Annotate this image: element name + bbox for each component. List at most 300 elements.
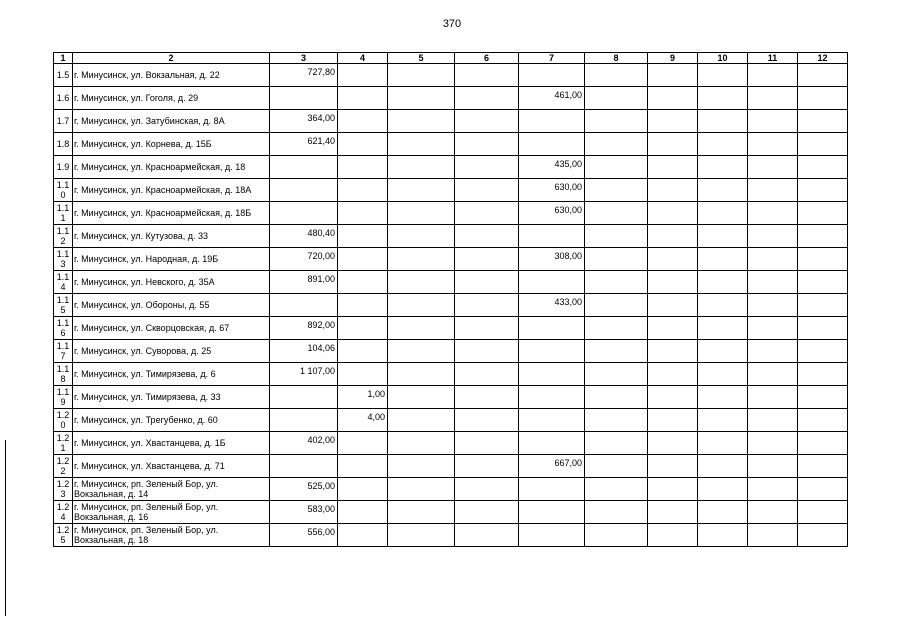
value-col8 [585, 271, 648, 294]
value-col10 [698, 110, 748, 133]
value-col10 [698, 317, 748, 340]
value-col11 [748, 133, 798, 156]
address-cell: г. Минусинск, ул. Тимирязева, д. 33 [73, 386, 270, 409]
value-col12 [798, 386, 848, 409]
value-col7 [519, 386, 585, 409]
row-number: 1.1 7 [54, 340, 73, 363]
value-col3-text: 104,06 [307, 343, 335, 353]
value-col12 [798, 110, 848, 133]
value-col3-text: 720,00 [307, 251, 335, 261]
value-col9 [648, 248, 698, 271]
value-col3-text: 364,00 [307, 113, 335, 123]
value-col6 [455, 87, 519, 110]
value-col4 [338, 225, 388, 248]
row-number: 1.7 [54, 110, 73, 133]
value-col5 [388, 225, 455, 248]
value-col10 [698, 455, 748, 478]
value-col7 [519, 87, 585, 110]
value-col3 [270, 409, 338, 432]
data-table [53, 52, 848, 547]
value-col9 [648, 179, 698, 202]
column-header: 10 [698, 53, 748, 64]
value-col5 [388, 64, 455, 87]
row-number: 1.1 8 [54, 363, 73, 386]
value-col3-text: 525,00 [307, 481, 335, 491]
value-col7 [519, 294, 585, 317]
table-row [54, 340, 848, 363]
address-cell: г. Минусинск, рп. Зеленый Бор, ул. Вокзальная, д. 18 [73, 524, 270, 547]
row-number: 1.8 [54, 133, 73, 156]
value-col12 [798, 271, 848, 294]
value-col4 [338, 432, 388, 455]
value-col8 [585, 133, 648, 156]
address-cell: г. Минусинск, ул. Хвастанцева, д. 71 [73, 455, 270, 478]
value-col3-text: 621,40 [307, 136, 335, 146]
value-col8 [585, 179, 648, 202]
value-col5 [388, 156, 455, 179]
row-number: 1.1 4 [54, 271, 73, 294]
value-col12 [798, 340, 848, 363]
value-col7 [519, 432, 585, 455]
value-col6 [455, 501, 519, 524]
value-col4 [338, 64, 388, 87]
value-col4 [338, 409, 388, 432]
page-number: 370 [442, 18, 462, 30]
value-col7 [519, 133, 585, 156]
value-col7 [519, 248, 585, 271]
value-col9 [648, 432, 698, 455]
table-row [54, 409, 848, 432]
table-row [54, 202, 848, 225]
value-col8 [585, 156, 648, 179]
value-col3 [270, 271, 338, 294]
value-col12 [798, 432, 848, 455]
column-header: 11 [748, 53, 798, 64]
value-col7-text: 461,00 [554, 90, 582, 100]
row-number: 1.1 3 [54, 248, 73, 271]
value-col11 [748, 501, 798, 524]
value-col3 [270, 478, 338, 501]
value-col5 [388, 478, 455, 501]
value-col8 [585, 455, 648, 478]
address-cell: г. Минусинск, ул. Красноармейская, д. 18А [73, 179, 270, 202]
value-col11 [748, 248, 798, 271]
value-col3 [270, 317, 338, 340]
value-col10 [698, 478, 748, 501]
value-col5 [388, 248, 455, 271]
value-col10 [698, 386, 748, 409]
value-col9 [648, 386, 698, 409]
value-col10 [698, 87, 748, 110]
value-col6 [455, 340, 519, 363]
table-row [54, 317, 848, 340]
column-header: 9 [648, 53, 698, 64]
value-col8 [585, 202, 648, 225]
value-col9 [648, 478, 698, 501]
value-col12 [798, 524, 848, 547]
value-col7 [519, 340, 585, 363]
row-number: 1.1 9 [54, 386, 73, 409]
value-col10 [698, 501, 748, 524]
column-header: 1 [54, 53, 73, 64]
value-col7 [519, 179, 585, 202]
value-col11 [748, 363, 798, 386]
value-col9 [648, 225, 698, 248]
value-col12 [798, 455, 848, 478]
value-col8 [585, 501, 648, 524]
value-col11 [748, 409, 798, 432]
column-header: 5 [388, 53, 455, 64]
value-col10 [698, 225, 748, 248]
value-col3 [270, 202, 338, 225]
value-col4 [338, 87, 388, 110]
value-col11 [748, 87, 798, 110]
row-number: 1.2 0 [54, 409, 73, 432]
value-col8 [585, 409, 648, 432]
column-header: 6 [455, 53, 519, 64]
row-number: 1.1 6 [54, 317, 73, 340]
value-col9 [648, 64, 698, 87]
value-col7-text: 433,00 [554, 297, 582, 307]
table-row [54, 271, 848, 294]
address-cell: г. Минусинск, ул. Красноармейская, д. 18 [73, 156, 270, 179]
table-row [54, 455, 848, 478]
value-col3 [270, 340, 338, 363]
value-col3 [270, 432, 338, 455]
value-col3 [270, 225, 338, 248]
value-col5 [388, 340, 455, 363]
value-col10 [698, 248, 748, 271]
value-col9 [648, 363, 698, 386]
table-row [54, 110, 848, 133]
address-cell: г. Минусинск, ул. Кутузова, д. 33 [73, 225, 270, 248]
value-col9 [648, 271, 698, 294]
table-row [54, 501, 848, 524]
address-cell: г. Минусинск, ул. Гоголя, д. 29 [73, 87, 270, 110]
value-col9 [648, 87, 698, 110]
value-col4 [338, 478, 388, 501]
value-col3-text: 402,00 [307, 435, 335, 445]
value-col6 [455, 110, 519, 133]
value-col12 [798, 294, 848, 317]
value-col3-text: 583,00 [307, 504, 335, 514]
value-col12 [798, 133, 848, 156]
value-col3-text: 892,00 [307, 320, 335, 330]
table-row [54, 87, 848, 110]
value-col11 [748, 179, 798, 202]
value-col7-text: 308,00 [554, 251, 582, 261]
value-col6 [455, 294, 519, 317]
value-col3 [270, 248, 338, 271]
table-row [54, 524, 848, 547]
table-body [54, 64, 848, 547]
value-col9 [648, 501, 698, 524]
value-col4 [338, 386, 388, 409]
value-col10 [698, 64, 748, 87]
value-col11 [748, 386, 798, 409]
value-col3 [270, 156, 338, 179]
value-col10 [698, 179, 748, 202]
value-col4 [338, 179, 388, 202]
column-header: 12 [798, 53, 848, 64]
value-col5 [388, 87, 455, 110]
value-col7 [519, 225, 585, 248]
value-col3-text: 1 107,00 [299, 366, 335, 376]
value-col6 [455, 455, 519, 478]
value-col10 [698, 363, 748, 386]
row-number: 1.1 5 [54, 294, 73, 317]
value-col5 [388, 294, 455, 317]
value-col7 [519, 478, 585, 501]
value-col11 [748, 340, 798, 363]
value-col10 [698, 202, 748, 225]
value-col9 [648, 156, 698, 179]
value-col3 [270, 524, 338, 547]
value-col7 [519, 317, 585, 340]
value-col3 [270, 501, 338, 524]
address-cell: г. Минусинск, ул. Тимирязева, д. 6 [73, 363, 270, 386]
address-cell: г. Минусинск, ул. Обороны, д. 55 [73, 294, 270, 317]
table-row [54, 248, 848, 271]
row-number: 1.1 2 [54, 225, 73, 248]
value-col3 [270, 64, 338, 87]
value-col6 [455, 432, 519, 455]
address-cell: г. Минусинск, ул. Народная, д. 19Б [73, 248, 270, 271]
value-col5 [388, 271, 455, 294]
value-col3 [270, 294, 338, 317]
value-col5 [388, 133, 455, 156]
row-number: 1.2 2 [54, 455, 73, 478]
value-col11 [748, 64, 798, 87]
value-col11 [748, 271, 798, 294]
value-col8 [585, 478, 648, 501]
address-cell: г. Минусинск, ул. Затубинская, д. 8А [73, 110, 270, 133]
value-col12 [798, 156, 848, 179]
value-col5 [388, 363, 455, 386]
table-row [54, 64, 848, 87]
value-col10 [698, 524, 748, 547]
value-col5 [388, 202, 455, 225]
value-col6 [455, 386, 519, 409]
value-col3-text: 556,00 [307, 527, 335, 537]
value-col7 [519, 501, 585, 524]
address-cell: г. Минусинск, ул. Корнева, д. 15Б [73, 133, 270, 156]
column-header: 8 [585, 53, 648, 64]
table-row [54, 179, 848, 202]
value-col11 [748, 225, 798, 248]
value-col5 [388, 524, 455, 547]
address-cell: г. Минусинск, ул. Хвастанцева, д. 1Б [73, 432, 270, 455]
column-header: 4 [338, 53, 388, 64]
value-col6 [455, 409, 519, 432]
value-col12 [798, 248, 848, 271]
value-col4 [338, 340, 388, 363]
value-col4-text: 4,00 [367, 412, 385, 422]
value-col8 [585, 110, 648, 133]
value-col3 [270, 110, 338, 133]
value-col9 [648, 455, 698, 478]
value-col6 [455, 202, 519, 225]
value-col12 [798, 478, 848, 501]
value-col5 [388, 317, 455, 340]
value-col12 [798, 317, 848, 340]
table-row [54, 478, 848, 501]
value-col12 [798, 179, 848, 202]
address-cell: г. Минусинск, рп. Зеленый Бор, ул. Вокзальная, д. 14 [73, 478, 270, 501]
value-col6 [455, 64, 519, 87]
address-cell: г. Минусинск, ул. Скворцовская, д. 67 [73, 317, 270, 340]
value-col11 [748, 455, 798, 478]
value-col7-text: 630,00 [554, 182, 582, 192]
value-col9 [648, 317, 698, 340]
value-col12 [798, 409, 848, 432]
value-col7 [519, 271, 585, 294]
value-col9 [648, 409, 698, 432]
value-col12 [798, 501, 848, 524]
value-col10 [698, 432, 748, 455]
header-row [54, 53, 848, 64]
value-col7-text: 667,00 [554, 458, 582, 468]
value-col7-text: 630,00 [554, 205, 582, 215]
row-number: 1.5 [54, 64, 73, 87]
address-cell: г. Минусинск, ул. Невского, д. 35А [73, 271, 270, 294]
value-col12 [798, 87, 848, 110]
value-col11 [748, 432, 798, 455]
value-col8 [585, 340, 648, 363]
margin-line [5, 440, 6, 616]
value-col11 [748, 294, 798, 317]
table-row [54, 156, 848, 179]
row-number: 1.2 5 [54, 524, 73, 547]
value-col3-text: 891,00 [307, 274, 335, 284]
value-col3 [270, 455, 338, 478]
table-row [54, 386, 848, 409]
value-col6 [455, 524, 519, 547]
value-col4 [338, 317, 388, 340]
value-col5 [388, 409, 455, 432]
table-row [54, 432, 848, 455]
value-col6 [455, 271, 519, 294]
value-col12 [798, 363, 848, 386]
value-col3 [270, 179, 338, 202]
value-col12 [798, 225, 848, 248]
column-header: 2 [73, 53, 270, 64]
value-col8 [585, 524, 648, 547]
value-col10 [698, 294, 748, 317]
value-col8 [585, 386, 648, 409]
value-col3 [270, 133, 338, 156]
value-col8 [585, 248, 648, 271]
value-col11 [748, 524, 798, 547]
value-col8 [585, 64, 648, 87]
value-col9 [648, 294, 698, 317]
value-col6 [455, 179, 519, 202]
value-col4 [338, 156, 388, 179]
table-row [54, 294, 848, 317]
value-col5 [388, 432, 455, 455]
row-number: 1.1 0 [54, 179, 73, 202]
value-col6 [455, 363, 519, 386]
value-col5 [388, 110, 455, 133]
value-col4 [338, 202, 388, 225]
value-col11 [748, 202, 798, 225]
value-col4 [338, 455, 388, 478]
value-col9 [648, 202, 698, 225]
value-col7 [519, 524, 585, 547]
value-col7 [519, 455, 585, 478]
value-col3 [270, 363, 338, 386]
value-col7 [519, 64, 585, 87]
table-row [54, 133, 848, 156]
value-col8 [585, 363, 648, 386]
value-col4 [338, 133, 388, 156]
value-col7 [519, 409, 585, 432]
value-col8 [585, 432, 648, 455]
value-col6 [455, 225, 519, 248]
address-cell: г. Минусинск, ул. Вокзальная, д. 22 [73, 64, 270, 87]
value-col5 [388, 455, 455, 478]
value-col12 [798, 64, 848, 87]
value-col7 [519, 363, 585, 386]
value-col10 [698, 271, 748, 294]
value-col8 [585, 87, 648, 110]
value-col6 [455, 478, 519, 501]
value-col6 [455, 156, 519, 179]
value-col4 [338, 271, 388, 294]
row-number: 1.6 [54, 87, 73, 110]
address-cell: г. Минусинск, ул. Трегубенко, д. 60 [73, 409, 270, 432]
value-col7 [519, 202, 585, 225]
value-col10 [698, 133, 748, 156]
value-col7-text: 435,00 [554, 159, 582, 169]
value-col3-text: 480,40 [307, 228, 335, 238]
column-header: 3 [270, 53, 338, 64]
value-col4 [338, 524, 388, 547]
column-header: 7 [519, 53, 585, 64]
value-col4 [338, 248, 388, 271]
row-number: 1.2 3 [54, 478, 73, 501]
address-cell: г. Минусинск, рп. Зеленый Бор, ул. Вокзальная, д. 16 [73, 501, 270, 524]
value-col11 [748, 478, 798, 501]
value-col8 [585, 294, 648, 317]
value-col9 [648, 524, 698, 547]
value-col4 [338, 501, 388, 524]
value-col10 [698, 156, 748, 179]
value-col7 [519, 110, 585, 133]
address-cell: г. Минусинск, ул. Красноармейская, д. 18Б [73, 202, 270, 225]
value-col4 [338, 294, 388, 317]
value-col3 [270, 87, 338, 110]
address-cell: г. Минусинск, ул. Суворова, д. 25 [73, 340, 270, 363]
value-col11 [748, 317, 798, 340]
row-number: 1.9 [54, 156, 73, 179]
value-col11 [748, 110, 798, 133]
table-row [54, 225, 848, 248]
value-col5 [388, 501, 455, 524]
value-col5 [388, 386, 455, 409]
value-col10 [698, 409, 748, 432]
value-col6 [455, 317, 519, 340]
value-col11 [748, 156, 798, 179]
value-col9 [648, 340, 698, 363]
value-col7 [519, 156, 585, 179]
value-col5 [388, 179, 455, 202]
value-col12 [798, 202, 848, 225]
row-number: 1.2 1 [54, 432, 73, 455]
value-col8 [585, 317, 648, 340]
value-col6 [455, 248, 519, 271]
table-row [54, 363, 848, 386]
